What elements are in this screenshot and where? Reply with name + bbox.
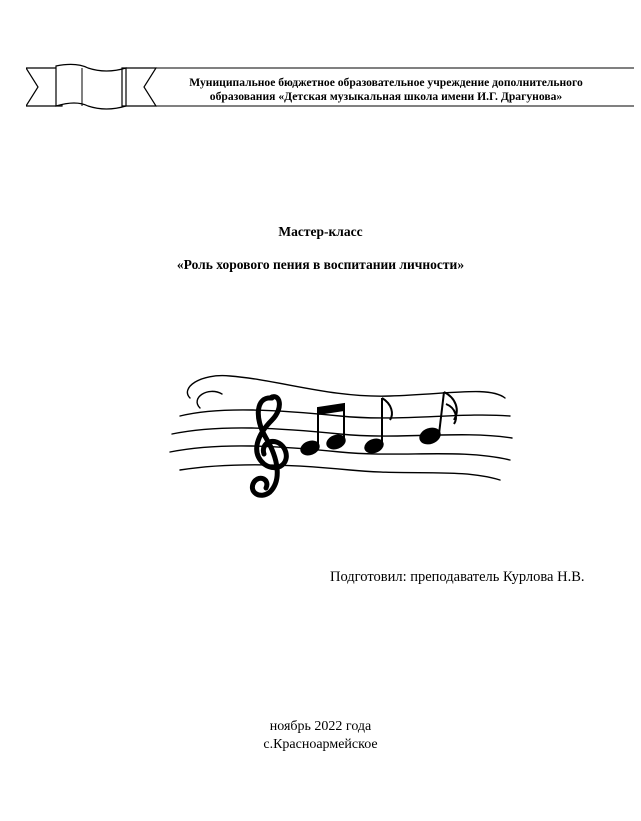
institution-line-1: Муниципальное бюджетное образовательное учреждение дополнительного bbox=[189, 76, 583, 89]
institution-name bbox=[138, 76, 634, 104]
document-title: Мастер-класс bbox=[278, 224, 363, 239]
document-header bbox=[26, 62, 634, 112]
institution-line-2: образования «Детская музыкальная школа имени И.Г. Драгунова» bbox=[209, 90, 563, 103]
author-credit: Подготовил: преподаватель Курлова Н.В. bbox=[330, 569, 585, 585]
music-staff-illustration bbox=[160, 368, 530, 513]
document-place: с.Красноармейское bbox=[263, 737, 378, 752]
document-subtitle: «Роль хорового пения в воспитании личности» bbox=[176, 257, 465, 272]
document-date: ноябрь 2022 года bbox=[269, 719, 372, 734]
music-staff-treble-clef-icon bbox=[160, 368, 530, 508]
